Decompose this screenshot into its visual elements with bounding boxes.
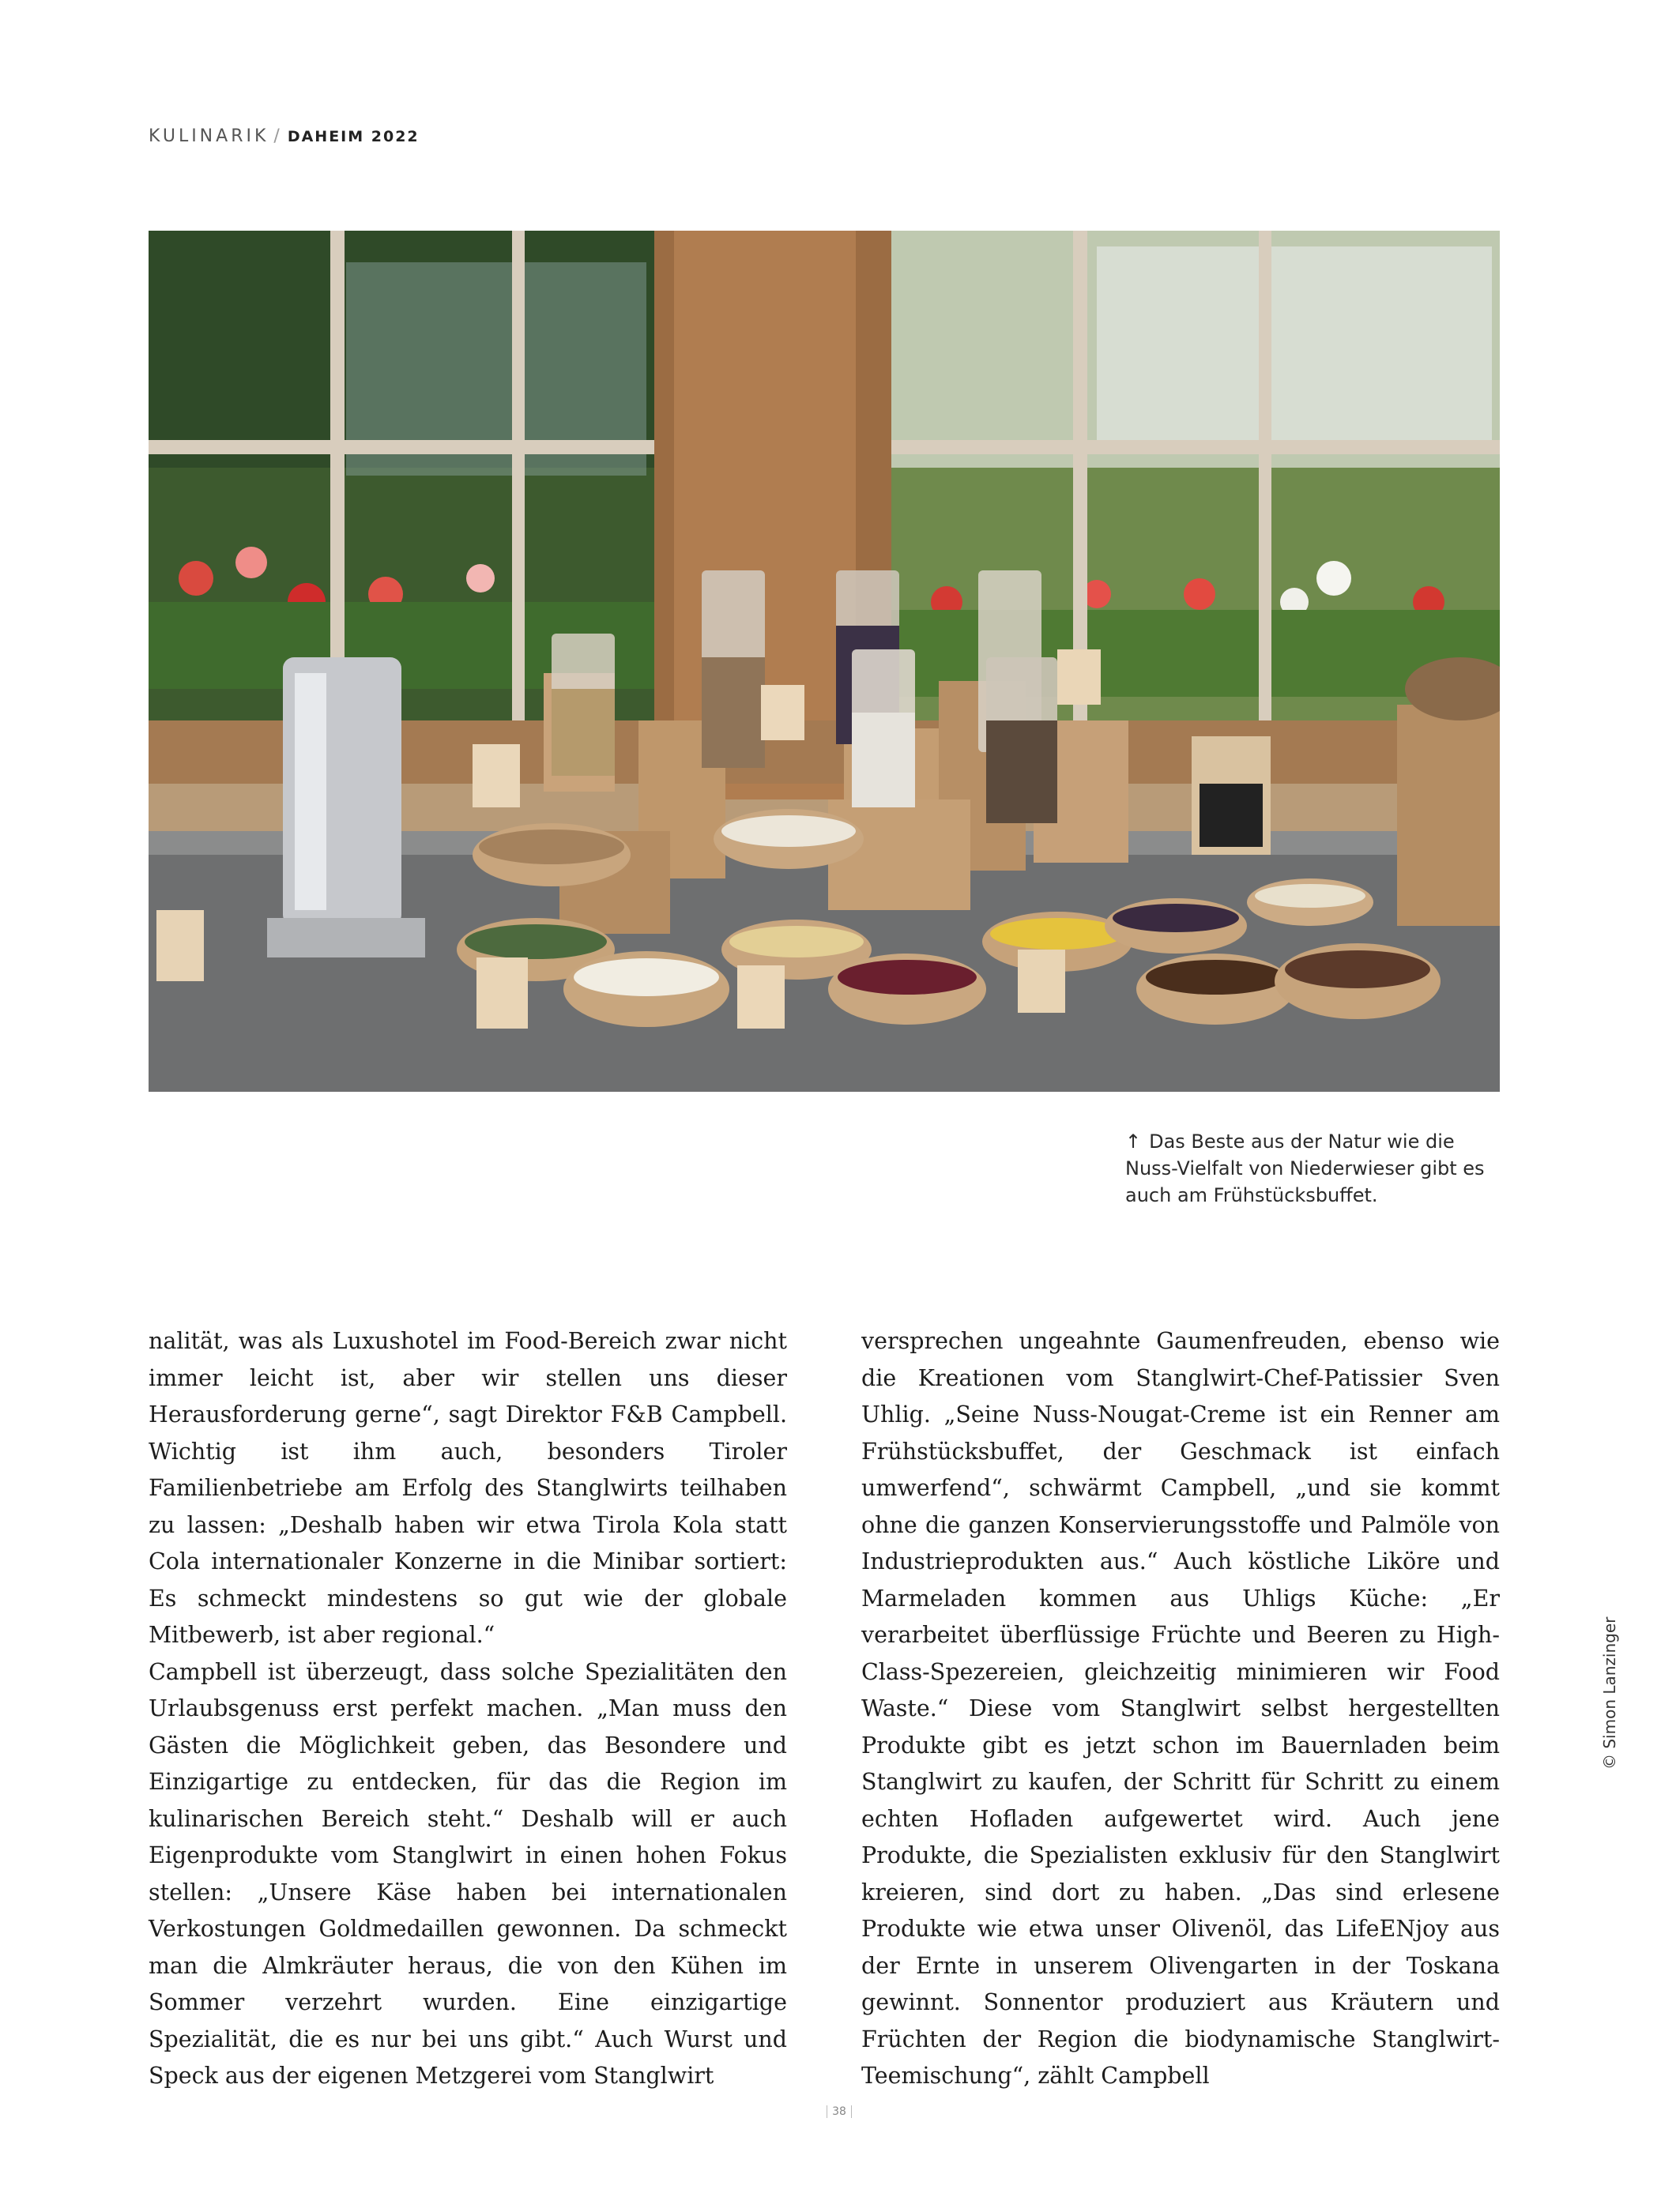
article-column-right xyxy=(861,1323,1500,2095)
photo-credit: © Simon Lanzinger xyxy=(1600,1616,1619,1770)
page-number xyxy=(808,2105,871,2118)
breakfast-buffet-photo xyxy=(149,231,1500,1092)
page-number-text: 38 xyxy=(827,2105,852,2118)
caption-text: Das Beste aus der Natur wie die Nuss-Vielfalt von Niederwieser gibt es auch am Frühstücksbuffet. xyxy=(1125,1130,1485,1206)
arrow-up-icon: ↑ xyxy=(1125,1130,1142,1153)
article-paragraph: versprechen ungeahnte Gaumenfreuden, ebenso wie die Kreationen vom Stanglwirt-Chef-Patissier Sven Uhlig. „Seine Nuss-Nougat-Creme ist ein Renner am Frühstücksbuffet, der Geschmack ist einfach umwerfend“, schwärmt Campbell, „und sie kommt ohne die ganzen Konservierungsstoffe und Palmöle von Industrieprodukten aus.“ Auch köstliche Liköre und Marmeladen kommen aus Uhligs Küche: „Er verarbeitet überflüssige Früchte und Beeren zu High-Class-Spezereien, gleichzeitig minimieren wir Food Waste.“ Diese vom Stanglwirt selbst hergestellten Produkte gibt es jetzt schon im Bauernladen beim Stanglwirt zu kaufen, der Schritt für Schritt zu einem echten Hofladen aufgewertet wird. Auch jene Produkte, die Spezialisten exklusiv für den Stanglwirt kreieren, sind dort zu haben. „Das sind erlesene Produkte wie etwa unser Olivenöl, das LifeENjoy aus der Ernte in unserem Olivengarten in der Toskana gewinnt. Sonnentor produziert aus Kräutern und Früchten der Region die biodynamische Stanglwirt-Teemischung“, zählt Campbell xyxy=(861,1328,1500,2089)
section-label: KULINARIK xyxy=(149,126,269,146)
article-paragraph: nalität, was als Luxushotel im Food-Bereich zwar nicht immer leicht ist, aber wir stellen uns dieser Herausforderung gerne“, sagt Direktor F&B Campbell. Wichtig ist ihm auch, besonders Tiroler Familienbetriebe am Erfolg des Stanglwirts teilhaben zu lassen: „Deshalb haben wir etwa Tirola Kola statt Cola internationaler Konzerne in die Minibar sortiert: Es schmeckt mindestens so gut wie der globale Mitbewerb, ist aber regional.“ xyxy=(149,1328,787,1648)
article-column-left xyxy=(149,1323,787,2095)
issue-label: DAHEIM 2022 xyxy=(287,128,420,145)
running-header xyxy=(149,126,420,146)
header-separator: / xyxy=(273,126,283,146)
photo-caption xyxy=(1125,1128,1512,1209)
article-paragraph: Campbell ist überzeugt, dass solche Spezialitäten den Urlaubsgenuss erst perfekt machen. „Man muss den Gästen die Möglichkeit geben, das Besondere und Einzigartige zu entdecken, für das die Region im kulinarischen Bereich steht.“ Deshalb will er auch Eigenprodukte vom Stanglwirt in einen hohen Fokus stellen: „Unsere Käse haben bei internationalen Verkostungen Goldmedaillen gewonnen. Da schmeckt man die Almkräuter heraus, die von den Kühen im Sommer verzehrt wurden. Eine einzigartige Spezialität, die es nur bei uns gibt.“ Auch Wurst und Speck aus der eigenen Metzgerei vom Stanglwirt xyxy=(149,1658,787,2089)
